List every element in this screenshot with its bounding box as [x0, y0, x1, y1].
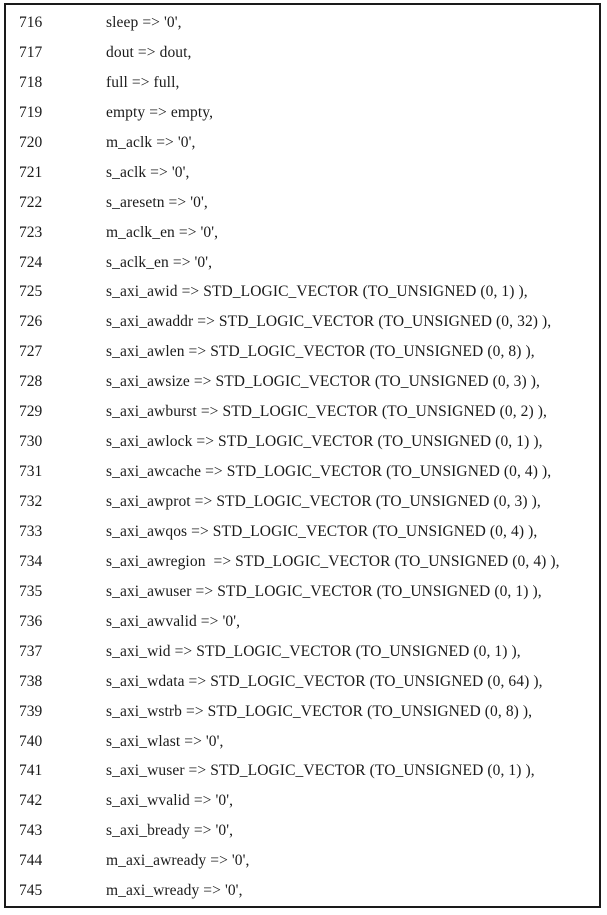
code-text: empty => empty,	[106, 103, 214, 121]
line-number: 739	[19, 702, 43, 720]
code-text: s_axi_awid => STD_LOGIC_VECTOR (TO_UNSIGNED (0, 1) ),	[106, 283, 528, 301]
code-lines	[6, 9, 599, 907]
code-line	[6, 189, 599, 219]
code-text: s_axi_awaddr => STD_LOGIC_VECTOR (TO_UNSIGNED (0, 32) ),	[106, 313, 552, 331]
line-number: 723	[19, 223, 43, 241]
code-text: s_axi_wlast => '0',	[106, 732, 224, 750]
code-line	[6, 219, 599, 249]
code-text: dout => dout,	[106, 43, 192, 61]
code-line	[6, 578, 599, 608]
code-line	[6, 518, 599, 548]
line-number: 741	[19, 762, 43, 780]
line-number: 737	[19, 642, 43, 660]
line-number: 732	[19, 493, 43, 510]
code-line	[6, 99, 599, 129]
line-number: 730	[19, 433, 43, 451]
code-line	[6, 338, 599, 368]
code-text: s_axi_wstrb => STD_LOGIC_VECTOR (TO_UNSIGNED (0, 8) ),	[106, 702, 533, 720]
line-number: 743	[19, 822, 43, 840]
code-text: s_axi_bready => '0',	[106, 822, 234, 840]
line-number: 716	[19, 14, 43, 31]
line-number: 736	[19, 612, 43, 630]
code-listing-frame	[4, 3, 601, 908]
line-number: 742	[19, 792, 43, 810]
code-text: s_axi_awcache => STD_LOGIC_VECTOR (TO_UNSIGNED (0, 4) ),	[106, 463, 552, 481]
code-line	[6, 129, 599, 159]
code-line	[6, 757, 599, 787]
code-text: s_axi_awuser => STD_LOGIC_VECTOR (TO_UNSIGNED (0, 1) ),	[106, 582, 542, 600]
code-line	[6, 39, 599, 69]
line-number: 738	[19, 672, 43, 690]
code-line	[6, 787, 599, 817]
code-text: m_aclk => '0',	[106, 133, 196, 151]
line-number: 721	[19, 163, 43, 181]
code-text: s_aclk => '0',	[106, 163, 190, 181]
code-line	[6, 159, 599, 189]
line-number: 719	[19, 103, 43, 121]
code-line	[6, 308, 599, 338]
line-number: 731	[19, 463, 43, 481]
code-text: m_aclk_en => '0',	[106, 223, 219, 241]
line-number: 722	[19, 193, 43, 211]
code-line	[6, 458, 599, 488]
code-text: s_aresetn => '0',	[106, 193, 208, 211]
code-text: s_axi_awlock => STD_LOGIC_VECTOR (TO_UNSIGNED (0, 1) ),	[106, 433, 543, 451]
code-line	[6, 368, 599, 398]
code-text: s_axi_wvalid => '0',	[106, 792, 234, 810]
line-number: 735	[19, 582, 43, 600]
line-number: 744	[19, 852, 43, 870]
code-text: s_axi_wuser => STD_LOGIC_VECTOR (TO_UNSIGNED (0, 1) ),	[106, 762, 535, 780]
code-text: s_axi_wid => STD_LOGIC_VECTOR (TO_UNSIGNED (0, 1) ),	[106, 642, 521, 660]
code-text: s_axi_awvalid => '0',	[106, 612, 241, 630]
code-line	[6, 698, 599, 728]
code-text: m_axi_awready => '0',	[106, 852, 250, 870]
code-text: s_aclk_en => '0',	[106, 253, 213, 271]
line-number: 720	[19, 133, 43, 151]
line-number: 725	[19, 283, 43, 301]
code-line	[6, 249, 599, 279]
code-line	[6, 548, 599, 578]
code-text: s_axi_awburst => STD_LOGIC_VECTOR (TO_UNSIGNED (0, 2) ),	[106, 403, 547, 421]
code-line	[6, 278, 599, 308]
line-number: 740	[19, 732, 43, 750]
code-line	[6, 847, 599, 877]
code-line	[6, 668, 599, 698]
code-line	[6, 428, 599, 458]
code-text: s_axi_wdata => STD_LOGIC_VECTOR (TO_UNSIGNED (0, 64) ),	[106, 672, 543, 690]
line-number: 729	[19, 403, 43, 421]
line-number: 718	[19, 73, 43, 91]
code-line	[6, 608, 599, 638]
code-text: sleep => '0',	[106, 14, 182, 31]
line-number: 734	[19, 552, 43, 570]
line-number: 726	[19, 313, 43, 331]
code-line	[6, 728, 599, 758]
code-text: m_axi_wready => '0',	[106, 882, 243, 900]
line-number: 728	[19, 373, 43, 391]
line-number: 717	[19, 43, 43, 61]
code-text: s_axi_awprot => STD_LOGIC_VECTOR (TO_UNSIGNED (0, 3) ),	[106, 493, 541, 510]
line-number: 724	[19, 253, 43, 271]
code-line	[6, 638, 599, 668]
line-number: 745	[19, 882, 43, 900]
code-text: s_axi_awregion => STD_LOGIC_VECTOR (TO_UNSIGNED (0, 4) ),	[106, 552, 560, 570]
code-line	[6, 817, 599, 847]
code-text: s_axi_awsize => STD_LOGIC_VECTOR (TO_UNSIGNED (0, 3) ),	[106, 373, 540, 391]
code-text: s_axi_awlen => STD_LOGIC_VECTOR (TO_UNSIGNED (0, 8) ),	[106, 343, 535, 361]
line-number: 727	[19, 343, 43, 361]
line-number: 733	[19, 522, 43, 540]
code-text: full => full,	[106, 73, 180, 91]
code-line	[6, 398, 599, 428]
code-line	[6, 9, 599, 39]
code-line	[6, 877, 599, 907]
code-text: s_axi_awqos => STD_LOGIC_VECTOR (TO_UNSIGNED (0, 4) ),	[106, 522, 538, 540]
code-line	[6, 488, 599, 518]
code-line	[6, 69, 599, 99]
